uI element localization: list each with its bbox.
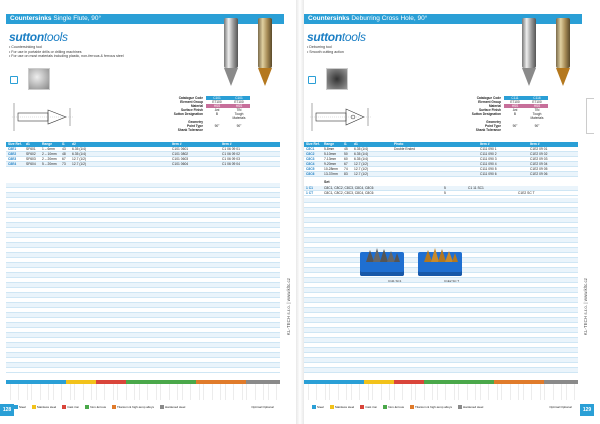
table-row: C8C3 7-13mm 60 6.35 (1/4) C111 090 3 C1E2 09 03 [304,157,578,162]
table-row: C8C4 9-20mm 67 12.7 (1/2) C111 090 4 C1E2 09 04 [304,162,578,167]
feature-item: • Countersinking tool [9,45,159,50]
set-box-caption: C1E2 SC T [444,279,460,283]
table-row: C8E4 SF604 5 – 20mm 73 12.7 (1/2) C101 0604 C1 06 09 04 [6,162,280,167]
tool-image-tin [556,18,570,88]
table-row: C8E1 SF601 1 – 6mm 43 6.35 (1/4) C101 0601 C1 06 09 01 [6,147,280,152]
feature-item: • Deburring tool [307,45,457,50]
legend-stainless: Stainless steel [32,405,56,409]
spec-table: Catalogue Code C111 C116 Element Group E7100 E7100 Material HSS HSS Surface Finish Ani TiN Sutton Designation B Tough Materials Geometry Point Type 90° 90° Shank Tolerance [464,96,548,132]
page-number: 128 [0,404,14,416]
table-row: C8C6 13-37mm 83 12.7 (1/2) C111 090 6 C1E2 09 06 [304,172,578,177]
set-box-image [360,252,404,276]
spec-table: Catalogue Code C101 C101 Element Group E7100 E7100 Material HSS HSS Surface Finish Ani TiN Sutton Designation B Tough Materials Geometry Point Type 90° 90° Shank Tolerance [166,96,250,132]
legend-cast-iron: Cast iron [360,405,377,409]
brand-logo: suttontools [9,30,68,44]
product-table [304,142,578,177]
table-header: Size Ref. d1 Range l1 d2 Item # Item # [6,142,280,147]
feature-item: • For use in portable drills or drilling machines [9,50,159,55]
material-legend [14,405,274,409]
machine-icon [10,76,18,84]
legend-hardened: Hardened steel [458,405,483,409]
legend-cast-iron: Cast iron [62,405,79,409]
left-page [2,0,296,424]
page-number: 129 [580,404,594,416]
header-subtitle: Deburring Cross Hole, 90° [351,15,428,22]
header-title: Countersinks [308,15,350,22]
legend-steel: Steel [14,405,26,409]
feature-list [307,45,457,54]
vertical-website-text: KL-TECH s.r.o. | www.kltc.cz [286,278,291,336]
tool-image-hss [522,18,536,88]
product-table [6,142,280,167]
legend-optimal-optional: Optimal Optional [549,405,572,410]
header-subtitle: Single Flute, 90° [53,15,102,22]
page-side-tab [586,98,594,134]
tool-diagram [8,98,80,136]
legend-stainless: Stainless steel [330,405,354,409]
table-row: C8E3 SF603 2 – 20mm 67 12.7 (1/2) C101 0603 C1 06 09 03 [6,157,280,162]
legend-non-ferrous: Non-ferrous [85,405,106,409]
right-page [304,0,594,424]
table-row: C8C1 5-8mm 45 6.35 (1/4) Double Ended C111 090 1 C1E2 09 01 [304,147,578,152]
feature-list [9,45,159,59]
machine-icon [308,76,316,84]
legend-non-ferrous: Non-ferrous [383,405,404,409]
book-spine [296,0,304,424]
table-row: 1 C1 C8C1, C8C2, C8C3, C8C4, C8C6 5 C1 11 SC1 [304,186,578,191]
material-matrix [6,380,280,402]
legend-optimal-optional: Optimal Optional [251,405,274,410]
set-table [304,186,578,196]
tool-closeup-image [28,68,50,90]
set-title: Set [324,180,330,184]
feature-item: • Smooth cutting action [307,50,457,55]
page-header [304,14,582,24]
legend-titanium: Titanium & high-temp alloys [112,405,154,409]
set-box-image-tin [418,252,462,276]
table-row: C8C5 10-28mm 74 12.7 (1/2) C111 090 5 C1E2 09 05 [304,167,578,172]
table-row: 1 CT C8C1, C8C2, C8C3, C8C4, C8C6 5 C1E2 SC T [304,191,578,196]
empty-table-rows [6,183,280,373]
legend-titanium: Titanium & high-temp alloys [410,405,452,409]
material-legend [312,405,572,409]
legend-hardened: Hardened steel [160,405,185,409]
tool-closeup-image [326,68,348,90]
table-row: C8E2 SF602 2 – 10mm 48 6.35 (1/4) C101 0802 C1 06 09 02 [6,152,280,157]
feature-item: • For use on most materials including plastic, non-ferrous & ferrous steel [9,54,159,59]
material-matrix [304,380,578,402]
page-header [6,14,284,24]
tool-image-hss [224,18,238,88]
brand-logo: suttontools [307,30,366,44]
table-header: Size Ref. Range l1 d1 Photo Item # Item # [304,142,578,147]
vertical-website-text: KL-TECH s.r.o. | www.kltc.cz [583,278,588,336]
tool-image-tin [258,18,272,88]
legend-steel: Steel [312,405,324,409]
header-title: Countersinks [10,15,52,22]
empty-table-rows [304,198,578,373]
set-box-caption: C111 SC1 [388,279,402,283]
tool-diagram [306,98,378,136]
table-row: C8C2 5-10mm 50 6.35 (1/4) C111 090 2 C1E2 09 02 [304,152,578,157]
